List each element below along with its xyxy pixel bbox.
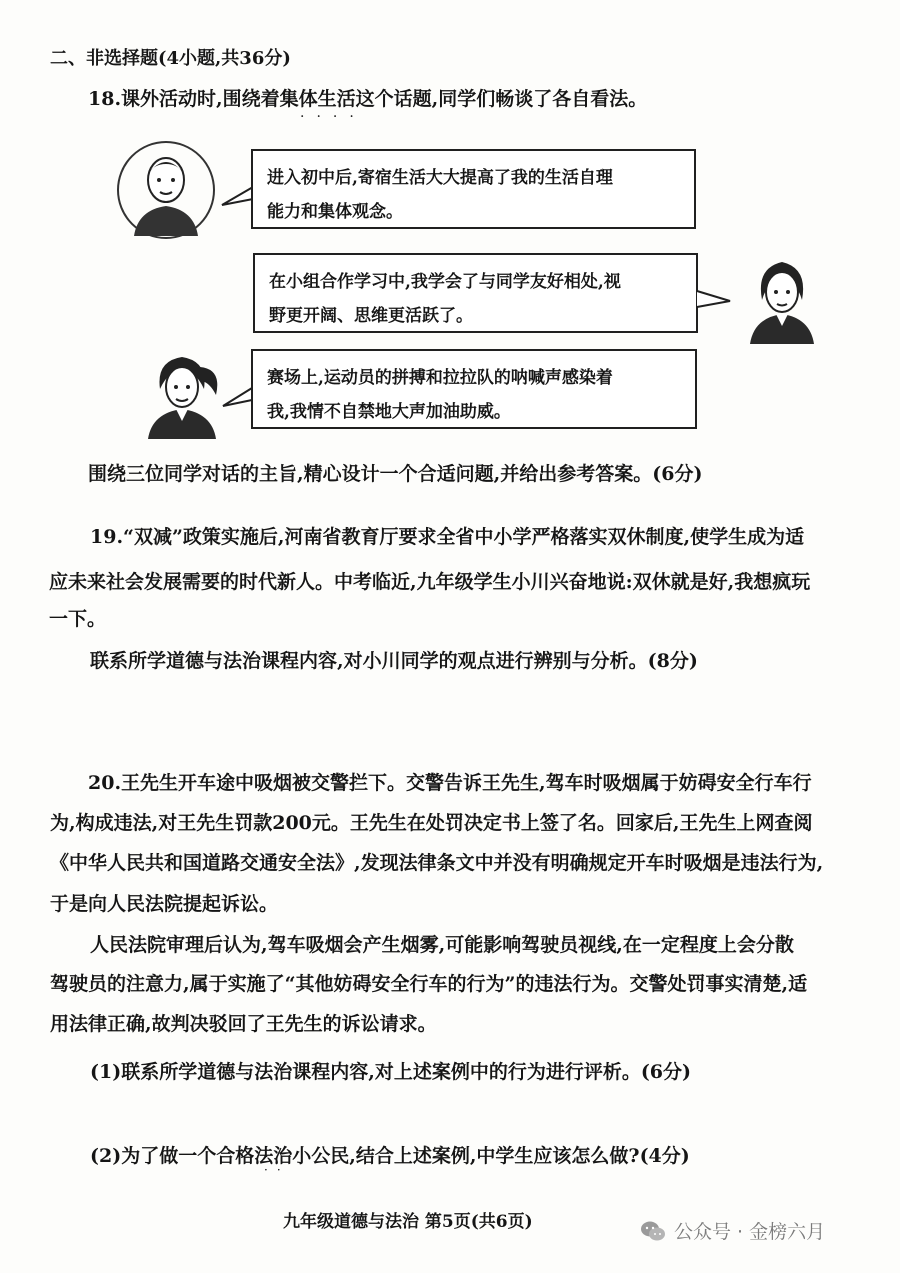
bubble-2-line-2: 野更开阔、思维更活跃了。 — [269, 306, 473, 326]
question-20-line-5: 人民法院审理后认为,驾车吸烟会产生烟雾,可能影响驾驶员视线,在一定程度上会分散 — [90, 934, 794, 956]
question-19-line-1: 19.“双减”政策实施后,河南省教育厅要求全省中小学严格落实双休制度,使学生成为适 — [90, 526, 805, 548]
watermark — [640, 1217, 825, 1244]
question-20-line-6: 驾驶员的注意力,属于实施了“其他妨碍安全行车的行为”的违法行为。交警处罚事实清楚,适 — [50, 973, 808, 995]
boy-avatar-icon — [112, 140, 220, 240]
question-20-sub-1: (1)联系所学道德与法治课程内容,对上述案例中的行为进行评析。(6分) — [90, 1061, 692, 1083]
speech-bubble-1 — [251, 149, 696, 229]
question-20-sub-2: (2)为了做一个合格法治小公民,结合上述案例,中学生应该怎么做?(4分) — [90, 1145, 690, 1167]
bubble-2-line-1: 在小组合作学习中,我学会了与同学友好相处,视 — [269, 272, 621, 292]
question-18-task: 围绕三位同学对话的主旨,精心设计一个合适问题,并给出参考答案。(6分) — [88, 463, 703, 485]
watermark-text: 公众号 · 金榜六月 — [674, 1221, 826, 1243]
question-18-prompt: 18.课外活动时,围绕着集体生活这个话题,同学们畅谈了各自看法。 — [88, 88, 648, 110]
question-19-task: 联系所学道德与法治课程内容,对小川同学的观点进行辨别与分析。(8分) — [90, 650, 698, 672]
question-19-line-2: 应未来社会发展需要的时代新人。中考临近,九年级学生小川兴奋地说:双休就是好,我想疯玩 — [49, 571, 811, 593]
bubble-1-line-1: 进入初中后,寄宿生活大大提高了我的生活自理 — [267, 168, 613, 188]
speech-bubble-2 — [253, 253, 698, 333]
question-20-line-4: 于是向人民法院提起诉讼。 — [50, 893, 279, 915]
emphasis-dots: ·· — [264, 1163, 290, 1177]
question-20-line-1: 20.王先生开车途中吸烟被交警拦下。交警告诉王先生,驾车时吸烟属于妨碍安全行车行 — [88, 772, 812, 794]
speech-bubble-3 — [251, 349, 697, 429]
bubble-tail — [221, 384, 253, 412]
question-20-line-3: 《中华人民共和国道路交通安全法》,发现法律条文中并没有明确规定开车时吸烟是违法行为, — [50, 852, 824, 874]
bubble-3-line-1: 赛场上,运动员的拼搏和拉拉队的呐喊声感染着 — [267, 368, 613, 388]
girl-avatar-icon — [732, 250, 832, 345]
bubble-tail — [696, 287, 732, 315]
bubble-1-line-2: 能力和集体观念。 — [267, 202, 403, 222]
wechat-icon — [640, 1220, 666, 1242]
bubble-3-line-2: 我,我情不自禁地大声加油助威。 — [267, 402, 511, 422]
emphasis-dots: ···· — [300, 109, 366, 125]
question-20-line-2: 为,构成违法,对王先生罚款200元。王先生在处罚决定书上签了名。回家后,王先生上网查阅 — [50, 812, 813, 834]
question-20-line-7: 用法律正确,故判决驳回了王先生的诉讼请求。 — [50, 1013, 437, 1035]
ponytail-girl-avatar-icon — [130, 345, 234, 439]
section-title: 二、非选择题(4小题,共36分) — [50, 48, 291, 69]
bubble-tail — [220, 183, 254, 213]
question-19-line-3: 一下。 — [49, 608, 107, 630]
page-footer: 九年级道德与法治 第5页(共6页) — [283, 1212, 533, 1232]
